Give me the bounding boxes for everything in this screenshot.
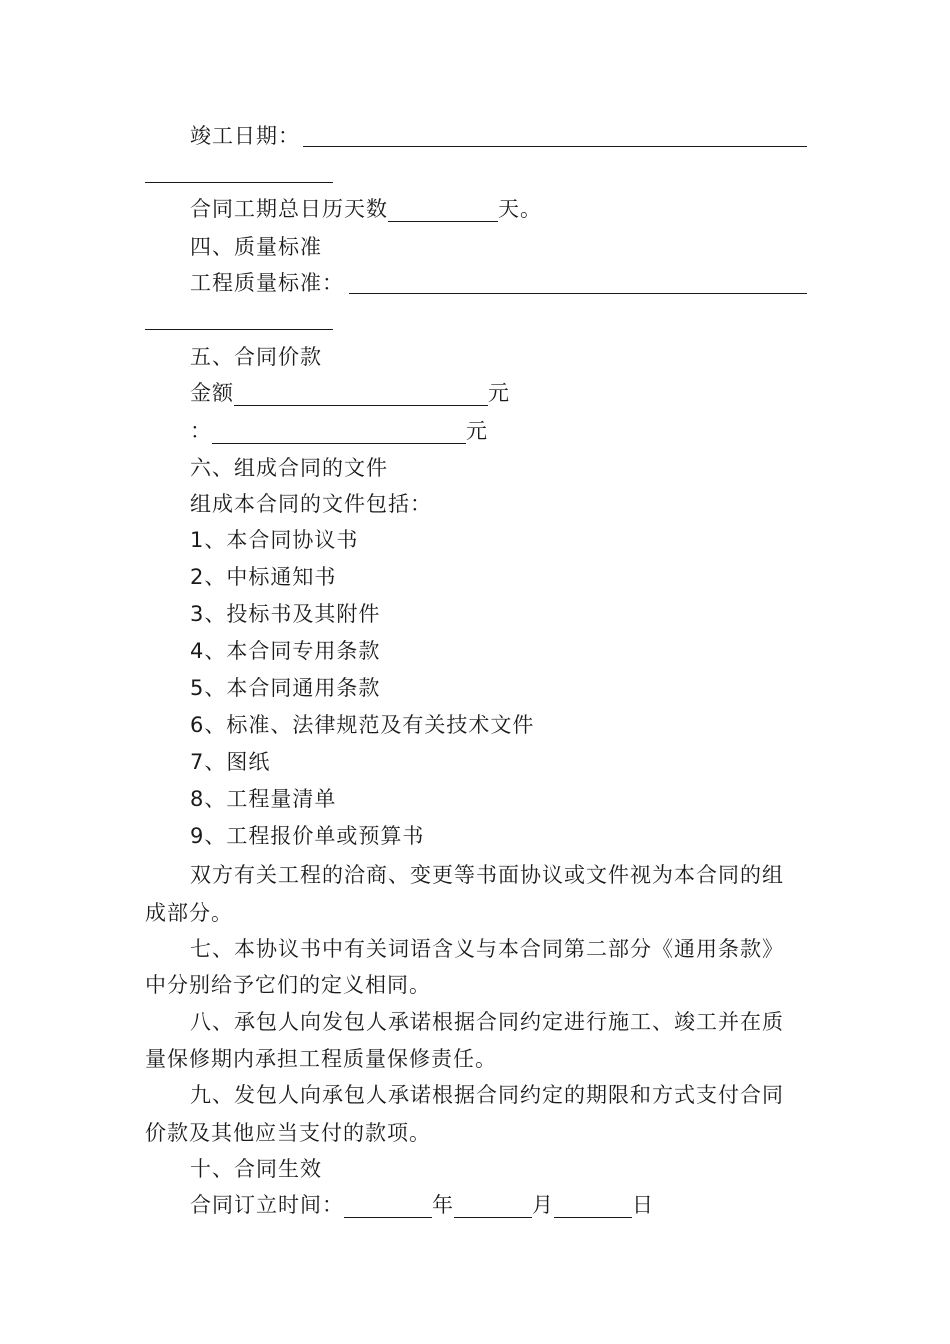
completion-date-label: 竣工日期：	[190, 124, 300, 148]
amount-line-2-prefix: ：	[190, 419, 212, 443]
quality-standard-blank[interactable]	[349, 293, 807, 294]
signing-date-label: 合同订立时间：	[190, 1193, 344, 1217]
section-6-note-line-2: 成部分。	[145, 901, 233, 925]
list-item: 2、中标通知书	[190, 565, 337, 589]
list-item: 3、投标书及其附件	[190, 602, 381, 626]
section-8-line-2: 量保修期内承担工程质量保修责任。	[145, 1047, 497, 1071]
amount-line	[190, 380, 510, 406]
quality-standard-blank-cont[interactable]	[145, 329, 333, 330]
section-6-intro: 组成本合同的文件包括：	[190, 492, 432, 516]
section-5-title: 五、合同价款	[190, 345, 322, 369]
amount-unit: 元	[488, 381, 510, 405]
month-label: 月	[532, 1193, 554, 1217]
section-6-title: 六、组成合同的文件	[190, 456, 388, 480]
amount-label: 金额	[190, 381, 234, 405]
section-7-line-1: 七、本协议书中有关词语含义与本合同第二部分《通用条款》	[190, 937, 784, 961]
signing-date-line	[190, 1192, 654, 1218]
list-item: 4、本合同专用条款	[190, 639, 381, 663]
list-item: 6、标准、法律规范及有关技术文件	[190, 713, 535, 737]
amount-line-2-unit: 元	[466, 419, 488, 443]
list-item: 1、本合同协议书	[190, 528, 359, 552]
list-item: 8、工程量清单	[190, 787, 337, 811]
year-blank[interactable]	[344, 1197, 432, 1218]
section-7-line-2: 中分别给予它们的定义相同。	[145, 973, 431, 997]
section-4-title: 四、质量标准	[190, 235, 322, 259]
quality-standard-label: 工程质量标准：	[190, 271, 344, 295]
list-item: 9、工程报价单或预算书	[190, 824, 425, 848]
section-9-line-2: 价款及其他应当支付的款项。	[145, 1121, 431, 1145]
amount-line-2-blank[interactable]	[212, 423, 466, 444]
completion-date-blank[interactable]	[303, 146, 807, 147]
year-label: 年	[432, 1193, 454, 1217]
list-item: 5、本合同通用条款	[190, 676, 381, 700]
amount-blank[interactable]	[234, 385, 488, 406]
completion-date-blank-cont[interactable]	[145, 182, 333, 183]
total-days-line	[190, 196, 542, 222]
total-days-prefix: 合同工期总日历天数	[190, 197, 388, 221]
total-days-suffix: 天。	[498, 197, 542, 221]
section-6-note-line-1: 双方有关工程的洽商、变更等书面协议或文件视为本合同的组	[190, 863, 784, 887]
total-days-blank[interactable]	[388, 201, 498, 222]
section-9-line-1: 九、发包人向承包人承诺根据合同约定的期限和方式支付合同	[190, 1083, 784, 1107]
day-blank[interactable]	[554, 1197, 632, 1218]
section-10-title: 十、合同生效	[190, 1157, 322, 1181]
amount-line-2	[190, 418, 488, 444]
day-label: 日	[632, 1193, 654, 1217]
month-blank[interactable]	[454, 1197, 532, 1218]
section-8-line-1: 八、承包人向发包人承诺根据合同约定进行施工、竣工并在质	[190, 1010, 784, 1034]
list-item: 7、图纸	[190, 750, 271, 774]
